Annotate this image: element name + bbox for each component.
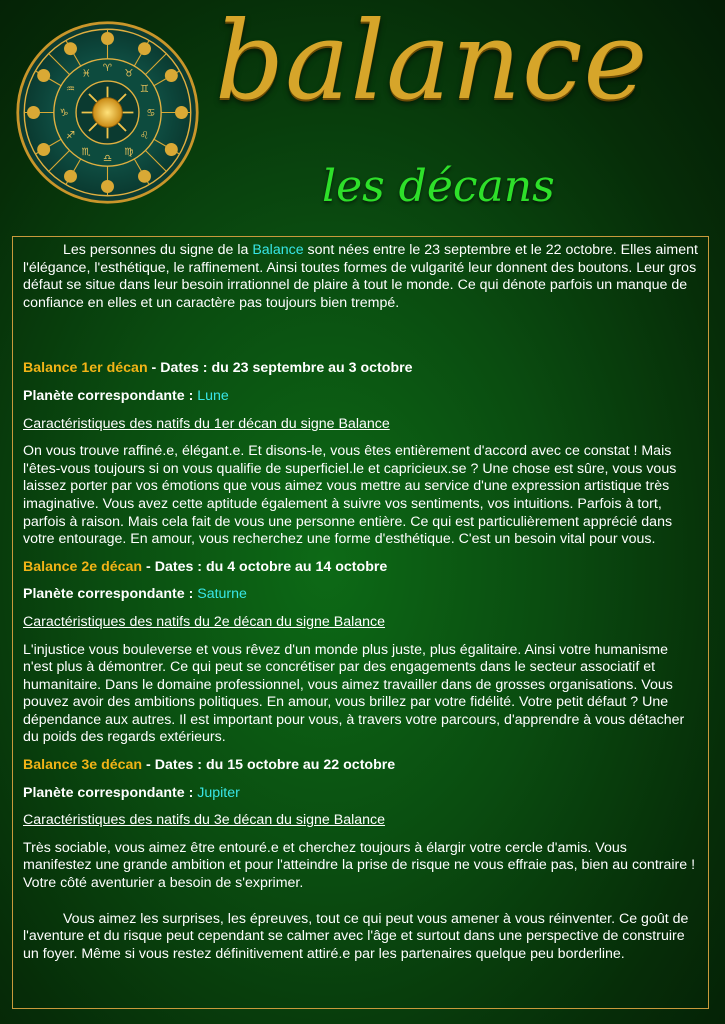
svg-text:♍: ♍ <box>124 147 134 159</box>
decan-1-heading <box>23 360 698 378</box>
svg-text:♉: ♉ <box>124 68 134 80</box>
decan-1-planet-line <box>23 388 698 406</box>
decan-2-heading <box>23 559 698 577</box>
decan-3-planet-line <box>23 785 698 803</box>
decan-1-charac-title: Caractéristiques des natifs du 1er décan du signe Balance <box>23 415 390 432</box>
page-title: balance <box>215 0 649 124</box>
decan-1-name: Balance 1er décan <box>23 360 148 377</box>
decan-3-planet: Jupiter <box>197 784 240 801</box>
intro-text-end: sont nées entre le 23 septembre et le 22 octobre. Elles aiment l'élégance, l'esthétique, le raffinement. Ainsi toutes formes de vulgarité leur donnent des boutons. Leur gros défaut se situe dans leur besoin irrationnel de plaire à tout le monde. Ce qui dénote parfois un manque de confiance en elles et un caractère pas toujours bien trempé. <box>23 242 698 311</box>
svg-text:♓: ♓ <box>81 68 91 80</box>
decan-2-planet-line <box>23 586 698 604</box>
decan-2-name: Balance 2e décan <box>23 558 143 575</box>
svg-text:♐: ♐ <box>65 130 76 142</box>
page-subtitle: les décans <box>322 161 555 212</box>
decan-3-name: Balance 3e décan <box>23 757 143 774</box>
svg-text:♌: ♌ <box>139 130 150 142</box>
intro-text-start: Les personnes du signe de la <box>63 242 253 258</box>
page-header <box>0 0 725 230</box>
decan-1-planet: Lune <box>197 387 229 404</box>
planet-label: Planète correspondante : <box>23 387 198 404</box>
decan-3-text: Très sociable, vous aimez être entouré.e et cherchez toujours à élargir votre cercle d'amis. Vous manifestez une grande ambition et pour l'atteindre la prise de risque ne vous effraie pas, bien au contraire ! Votre côté aventurier a besoin de s'exprimer. <box>23 839 696 892</box>
decan-2-charac-title: Caractéristiques des natifs du 2e décan du signe Balance <box>23 613 386 630</box>
dates-label: - Dates : <box>147 360 212 377</box>
decan-2-planet: Saturne <box>197 586 247 603</box>
spacer <box>23 312 698 350</box>
svg-text:♏: ♏ <box>81 147 91 159</box>
intro-paragraph <box>23 242 698 312</box>
decan-2-text: L'injustice vous bouleverse et vous rêvez d'un monde plus juste, plus égalitaire. Ainsi votre humanisme n'est plus à démontrer. Ce qui peut se concrétiser par des engagements dans le secteur associatif et humanitaire. Dans le domaine professionnel, vous aimez travailler dans de grosses organisations. Vous pouvez avoir des ambitions politiques. En amour, vous brillez par votre fidélité. Votre petit défaut ? Une dépendance aux autres. Il est important pour vous, à travers votre parcours, d'apprendre à vous détacher du poids des regards extérieurs. <box>23 641 685 746</box>
intro-sign-name: Balance <box>252 242 304 258</box>
zodiac-wheel-icon <box>15 20 200 205</box>
content-box <box>12 236 709 1009</box>
decan-3-heading <box>23 757 698 775</box>
decan-3-dates: du 15 octobre au 22 octobre <box>205 757 396 774</box>
decan-1-text: On vous trouve raffiné.e, élégant.e. Et disons-le, vous êtes entièrement d'accord avec ce constat ! Mais l'êtes-vous toujours si on vous qualifie de superficiel.le et capricieux.se ? Une chose est sûre, vous vous laissez porter par vos émotions que vous aimez vous mettre au service d'une expression artistique très imaginative. Vous avez cette aptitude également à suivre vos sentiments, vos intuitions. Parfois à tort, parfois à raison. Mais cela fait de vous une personne entière. Ce qui est particulièrement apprécié dans votre entourage. En amour, vous recherchez une forme d'esthétique. C'est un besoin vital pour vous. <box>23 443 677 548</box>
svg-text:♋: ♋ <box>146 108 156 120</box>
dates-label: - Dates : <box>142 558 206 575</box>
dates-label: - Dates : <box>142 757 206 774</box>
svg-text:♒: ♒ <box>65 84 76 96</box>
closing-paragraph: Vous aimez les surprises, les épreuves, tout ce qui peut vous amener à vous réinventer. Ce goût de l'aventure et du risque peut cependant se calmer avec l'âge et surtout dans une perspective de construire un foyer. Même si vous restez définitivement attiré.e par les partenaires quelque peu borderline. <box>23 910 689 962</box>
decan-3-charac-title: Caractéristiques des natifs du 3e décan du signe Balance <box>23 812 386 829</box>
svg-text:♎: ♎ <box>102 153 113 165</box>
planet-label: Planète correspondante : <box>23 586 198 603</box>
decan-2-dates: du 4 octobre au 14 octobre <box>205 558 388 575</box>
svg-text:♈: ♈ <box>102 62 113 74</box>
svg-text:♑: ♑ <box>59 108 69 120</box>
planet-label: Planète correspondante : <box>23 784 198 801</box>
svg-text:♊: ♊ <box>139 84 150 96</box>
decan-1-dates: du 23 septembre au 3 octobre <box>211 360 413 377</box>
